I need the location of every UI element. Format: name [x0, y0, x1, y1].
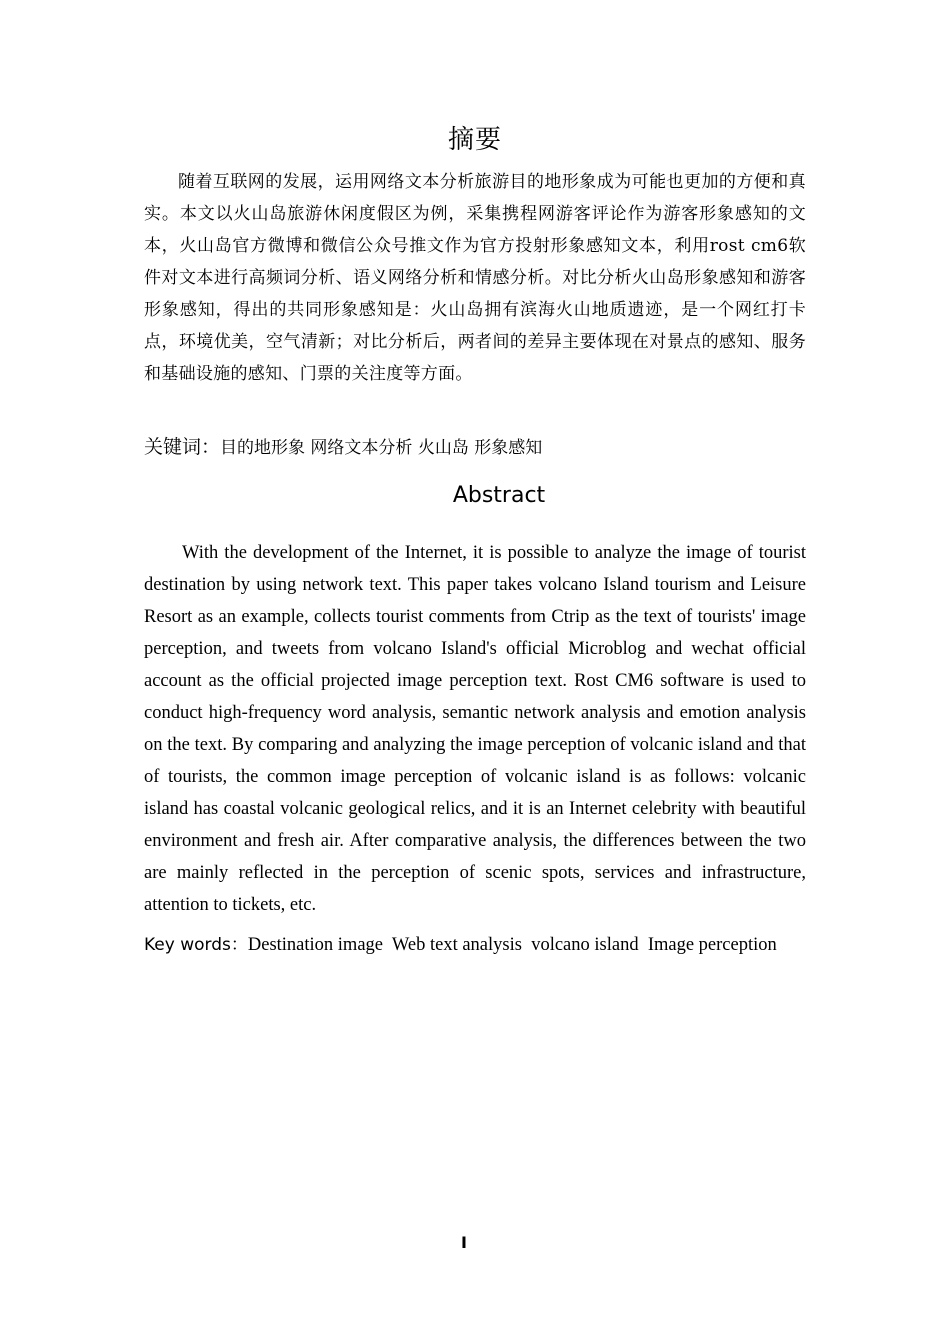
- chinese-keywords-values: 目的地形象 网络文本分析 火山岛 形象感知: [220, 438, 543, 458]
- chinese-keywords-label: 关键词：: [144, 436, 221, 458]
- chinese-abstract-title: 摘要: [447, 125, 502, 155]
- english-abstract-title: Abstract: [452, 483, 546, 508]
- chinese-keywords: [144, 431, 806, 465]
- page-number: I: [461, 1233, 467, 1252]
- chinese-abstract-body: 随着互联网的发展，运用网络文本分析旅游目的地形象成为可能也更加的方便和真实。本文以火山岛旅游休闲度假区为例，采集携程网游客评论作为游客形象感知的文本，火山岛官方微博和微信公众号推文作为官方投射形象感知文本，利用rost cm6软件对文本进行高频词分析、语义网络分析和情感分析。对比分析火山岛形象感知和游客形象感知，得出的共同形象感知是：火山岛拥有滨海火山地质遗迹，是一个网红打卡点，环境优美，空气清新；对比分析后，两者间的差异主要体现在对景点的感知、服务和基础设施的感知、门票的关注度等方面。: [144, 172, 806, 384]
- english-keywords-values: Destination image Web text analysis volcano island Image perception: [247, 935, 777, 955]
- english-keywords: [144, 929, 844, 962]
- english-abstract-body: With the development of the Internet, it is possible to analyze the image of tourist destination by using network text. This paper takes volcano Island tourism and Leisure Resort as an example, collects tourist comments from Ctrip as the text of tourists' image perception, and tweets from volcano Island's official Microblog and wechat official account as the official projected image perception text. Rost CM6 software is used to conduct high-frequency word analysis, semantic network analysis and emotion analysis on the text. By comparing and analyzing the image perception of volcanic island and that of tourists, the common image perception of volcanic island is as follows: volcanic island has coastal volcanic geological relics, and it is an Internet celebrity with beautiful environment and fresh air. After comparative analysis, the differences between the two are mainly reflected in the perception of scenic spots, services and infrastructure, attention to tickets, etc.: [144, 543, 806, 915]
- english-keywords-label: Key words：: [144, 935, 248, 955]
